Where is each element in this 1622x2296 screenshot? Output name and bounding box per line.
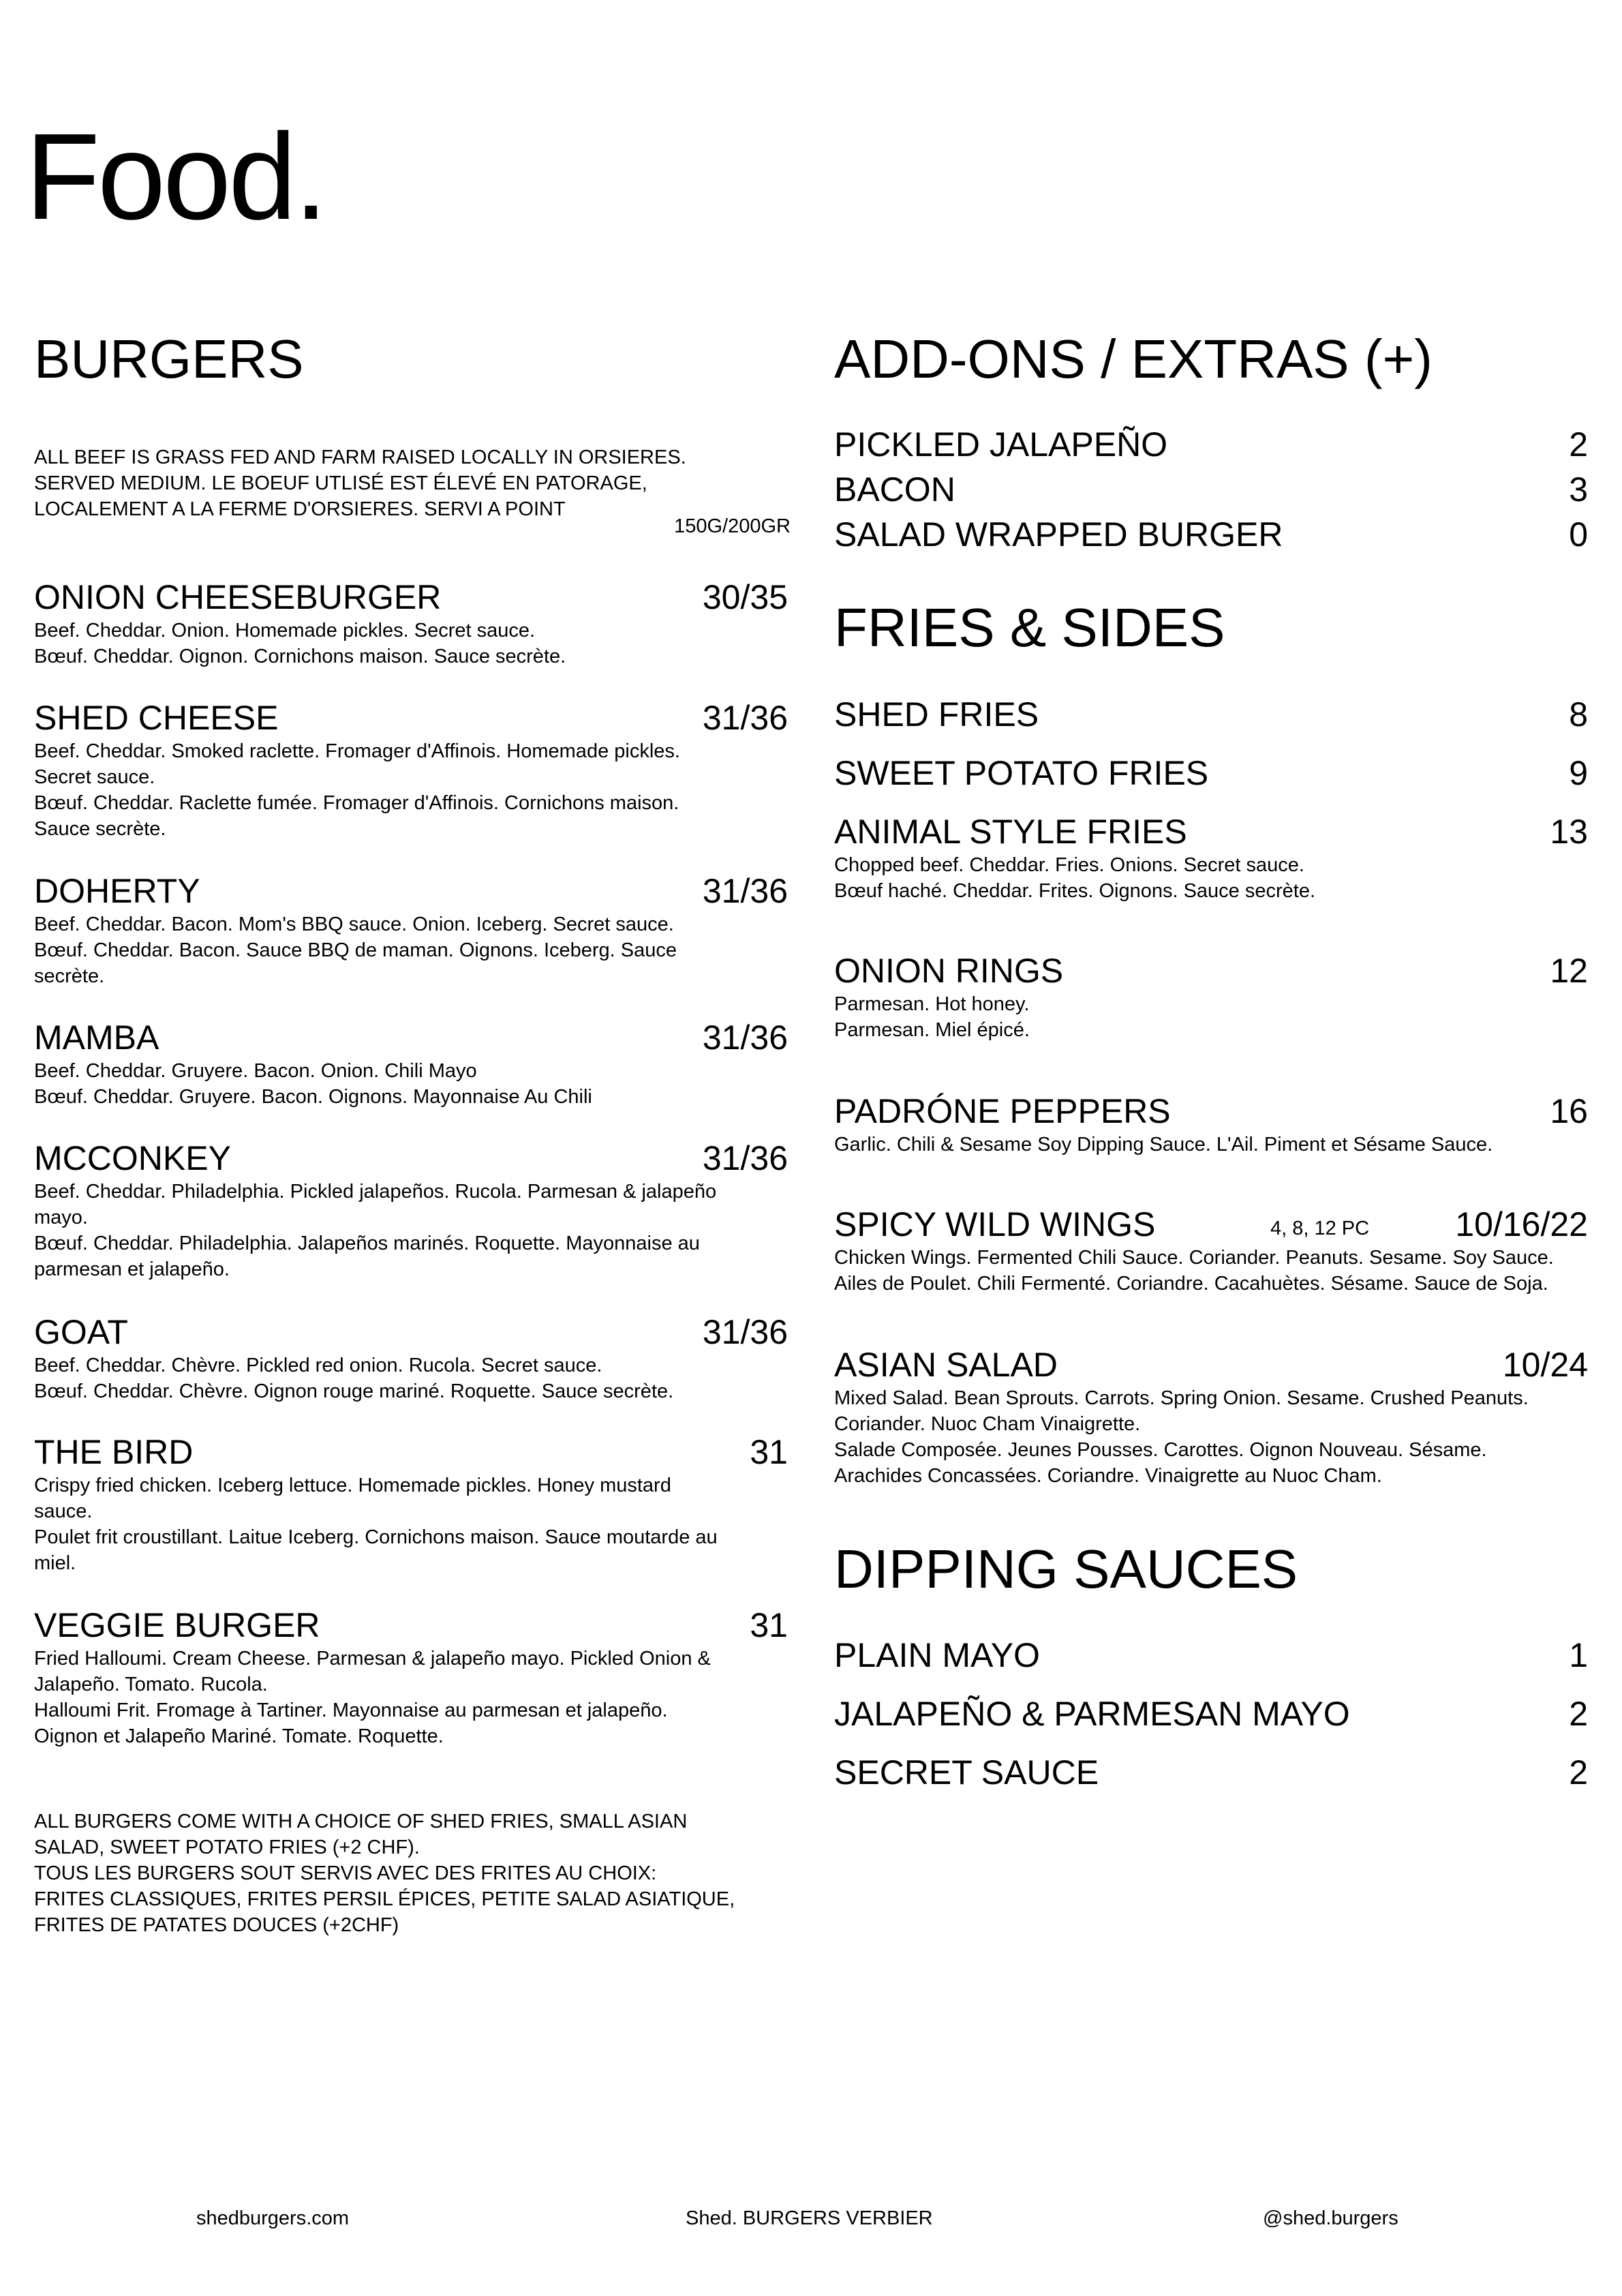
item-description <box>834 852 1588 904</box>
note-line: FRITES DE PATATES DOUCES (+2CHF) <box>34 1914 399 1936</box>
burgers-note <box>34 1809 788 1938</box>
item-price: 2 <box>1569 1695 1588 1733</box>
item-name: ASIAN SALAD <box>834 1346 1058 1384</box>
desc-line: Parmesan. Hot honey. <box>834 993 1030 1015</box>
menu-item <box>34 1605 788 1749</box>
menu-item <box>834 1204 1588 1297</box>
item-description <box>34 1472 788 1576</box>
item-description <box>834 991 1588 1043</box>
item-name: SPICY WILD WINGS <box>834 1205 1156 1243</box>
item-description <box>34 911 788 989</box>
item-price: 31/36 <box>702 872 788 910</box>
page-title: Food. <box>25 108 326 245</box>
item-description <box>34 1646 788 1749</box>
desc-line: Beef. Cheddar. Bacon. Mom's BBQ sauce. Onion. Iceberg. Secret sauce. <box>34 913 674 935</box>
burgers-intro <box>34 444 788 522</box>
item-name: PICKLED JALAPEÑO <box>834 425 1168 464</box>
item-price: 10/24 <box>1502 1346 1588 1384</box>
menu-item <box>34 1312 788 1404</box>
desc-line: mayo. <box>34 1207 88 1228</box>
footer-social[interactable]: @shed.burgers <box>1263 2207 1398 2229</box>
item-description <box>834 1245 1588 1297</box>
item-name: PLAIN MAYO <box>834 1636 1040 1674</box>
desc-line: Garlic. Chili & Sesame Soy Dipping Sauce. L'Ail. Piment et Sésame Sauce. <box>834 1134 1493 1155</box>
portion-size: 150G/200GR <box>674 515 791 537</box>
menu-item <box>834 694 1588 735</box>
item-name: SECRET SAUCE <box>834 1753 1099 1792</box>
item-description <box>34 1058 788 1110</box>
menu-item <box>34 1017 788 1110</box>
menu-item <box>834 753 1588 794</box>
menu-item <box>34 871 788 989</box>
list-item <box>834 1635 1588 1693</box>
item-price: 31 <box>750 1433 788 1471</box>
list-item <box>834 424 1588 469</box>
intro-line: SERVED MEDIUM. LE BOEUF UTLISÉ EST ÉLEVÉ EN PATORAGE, <box>34 472 647 494</box>
item-name: ANIMAL STYLE FRIES <box>834 813 1187 851</box>
list-item <box>834 1752 1588 1811</box>
item-description <box>34 738 788 842</box>
menu-item <box>34 1432 788 1576</box>
item-name: GOAT <box>34 1313 128 1351</box>
desc-line: Salade Composée. Jeunes Pousses. Carottes. Oignon Nouveau. Sésame. <box>834 1439 1487 1461</box>
item-portions: 4, 8, 12 PC <box>1270 1218 1370 1239</box>
note-line: ALL BURGERS COME WITH A CHOICE OF SHED FRIES, SMALL ASIAN <box>34 1811 688 1832</box>
desc-line: Beef. Cheddar. Chèvre. Pickled red onion. Rucola. Secret sauce. <box>34 1355 602 1376</box>
desc-line: Sauce secrète. <box>34 818 166 840</box>
desc-line: Ailes de Poulet. Chili Fermenté. Coriandre. Cacahuètes. Sésame. Sauce de Soja. <box>834 1273 1548 1295</box>
menu-item <box>834 1091 1588 1158</box>
desc-line: Bœuf haché. Cheddar. Frites. Oignons. Sauce secrète. <box>834 880 1316 902</box>
item-name: JALAPEÑO & PARMESAN MAYO <box>834 1695 1350 1733</box>
item-name: DOHERTY <box>34 872 200 910</box>
menu-item <box>34 577 788 669</box>
desc-line: Crispy fried chicken. Iceberg lettuce. Homemade pickles. Honey mustard <box>34 1475 671 1496</box>
desc-line: Bœuf. Cheddar. Raclette fumée. Fromager d'Affinois. Cornichons maison. <box>34 792 679 814</box>
item-description <box>834 1132 1588 1158</box>
desc-line: Chopped beef. Cheddar. Fries. Onions. Secret sauce. <box>834 854 1304 876</box>
desc-line: Beef. Cheddar. Philadelphia. Pickled jalapeños. Rucola. Parmesan & jalapeño <box>34 1181 717 1203</box>
item-name: SHED CHEESE <box>34 699 279 737</box>
fries-title: FRIES & SIDES <box>834 597 1225 658</box>
note-line: FRITES CLASSIQUES, FRITES PERSIL ÉPICES, PETITE SALAD ASIATIQUE, <box>34 1888 735 1910</box>
desc-line: Fried Halloumi. Cream Cheese. Parmesan & jalapeño mayo. Pickled Onion & <box>34 1648 711 1670</box>
item-description <box>34 618 788 669</box>
burgers-title: BURGERS <box>34 329 304 389</box>
item-price: 31 <box>750 1606 788 1644</box>
note-line: TOUS LES BURGERS SOUT SERVIS AVEC DES FRITES AU CHOIX: <box>34 1862 657 1884</box>
desc-line: Bœuf. Cheddar. Chèvre. Oignon rouge mariné. Roquette. Sauce secrète. <box>34 1380 674 1402</box>
desc-line: Halloumi Frit. Fromage à Tartiner. Mayonnaise au parmesan et jalapeño. <box>34 1700 668 1721</box>
desc-line: Beef. Cheddar. Onion. Homemade pickles. Secret sauce. <box>34 620 536 641</box>
item-price: 16 <box>1550 1092 1588 1130</box>
sauces-title: DIPPING SAUCES <box>834 1539 1298 1599</box>
item-price: 31/36 <box>702 699 788 737</box>
item-price: 31/36 <box>702 1018 788 1057</box>
item-name: MAMBA <box>34 1018 159 1057</box>
menu-item <box>834 811 1588 904</box>
list-item <box>834 514 1588 559</box>
intro-line: LOCALEMENT A LA FERME D'ORSIERES. SERVI A POINT <box>34 498 566 520</box>
item-price: 1 <box>1569 1636 1588 1674</box>
intro-line: ALL BEEF IS GRASS FED AND FARM RAISED LOCALLY IN ORSIERES. <box>34 447 686 468</box>
desc-line: Oignon et Jalapeño Mariné. Tomate. Roquette. <box>34 1725 444 1747</box>
desc-line: Arachides Concassées. Coriandre. Vinaigrette au Nuoc Cham. <box>834 1465 1382 1487</box>
addons-list <box>834 424 1588 559</box>
item-name: BACON <box>834 470 955 509</box>
list-item <box>834 469 1588 514</box>
desc-line: Jalapeño. Tomato. Rucola. <box>34 1674 268 1695</box>
desc-line: Poulet frit croustillant. Laitue Iceberg. Cornichons maison. Sauce moutarde au <box>34 1526 718 1548</box>
item-name: SALAD WRAPPED BURGER <box>834 515 1283 554</box>
item-price: 0 <box>1569 515 1588 554</box>
menu-item <box>34 697 788 842</box>
item-name: SWEET POTATO FRIES <box>834 754 1209 792</box>
menu-item <box>34 1138 788 1282</box>
sauces-list <box>834 1635 1588 1811</box>
footer-website[interactable]: shedburgers.com <box>196 2207 350 2229</box>
desc-line: Bœuf. Cheddar. Philadelphia. Jalapeños marinés. Roquette. Mayonnaise au <box>34 1233 700 1254</box>
item-description <box>34 1353 788 1404</box>
item-description <box>834 1385 1588 1489</box>
item-price: 31/36 <box>702 1313 788 1351</box>
footer-brand: Shed. BURGERS VERBIER <box>686 2207 933 2229</box>
menu-item <box>834 950 1588 1043</box>
desc-line: Bœuf. Cheddar. Oignon. Cornichons maison. Sauce secrète. <box>34 646 566 667</box>
note-line: SALAD, SWEET POTATO FRIES (+2 CHF). <box>34 1837 420 1858</box>
desc-line: Bœuf. Cheddar. Bacon. Sauce BBQ de maman. Oignons. Iceberg. Sauce <box>34 939 677 961</box>
desc-line: Chicken Wings. Fermented Chili Sauce. Coriander. Peanuts. Sesame. Soy Sauce. <box>834 1247 1554 1269</box>
desc-line: Secret sauce. <box>34 766 155 788</box>
item-price: 12 <box>1550 952 1588 990</box>
desc-line: Beef. Cheddar. Gruyere. Bacon. Onion. Chili Mayo <box>34 1060 477 1082</box>
item-name: ONION CHEESEBURGER <box>34 578 442 616</box>
addons-title: ADD-ONS / EXTRAS (+) <box>834 329 1433 389</box>
item-name: SHED FRIES <box>834 695 1039 734</box>
desc-line: miel. <box>34 1552 76 1574</box>
desc-line: parmesan et jalapeño. <box>34 1258 230 1280</box>
desc-line: Beef. Cheddar. Smoked raclette. Fromager d'Affinois. Homemade pickles. <box>34 740 680 762</box>
item-price: 8 <box>1569 695 1588 734</box>
desc-line: sauce. <box>34 1500 93 1522</box>
item-name: PADRÓNE PEPPERS <box>834 1092 1171 1130</box>
item-price: 31/36 <box>702 1139 788 1177</box>
item-description <box>34 1179 788 1282</box>
desc-line: Parmesan. Miel épicé. <box>834 1019 1030 1041</box>
list-item <box>834 1693 1588 1752</box>
desc-line: Bœuf. Cheddar. Gruyere. Bacon. Oignons. Mayonnaise Au Chili <box>34 1086 592 1108</box>
item-price: 9 <box>1569 754 1588 792</box>
item-name: ONION RINGS <box>834 952 1064 990</box>
item-price: 10/16/22 <box>1455 1205 1588 1243</box>
item-name: MCCONKEY <box>34 1139 231 1177</box>
item-price: 13 <box>1550 813 1588 851</box>
desc-line: secrète. <box>34 965 105 987</box>
item-price: 2 <box>1569 425 1588 464</box>
desc-line: Coriander. Nuoc Cham Vinaigrette. <box>834 1413 1141 1435</box>
item-price: 2 <box>1569 1753 1588 1792</box>
item-name: VEGGIE BURGER <box>34 1606 320 1644</box>
item-price: 3 <box>1569 470 1588 509</box>
item-name: THE BIRD <box>34 1433 194 1471</box>
item-price: 30/35 <box>702 578 788 616</box>
desc-line: Mixed Salad. Bean Sprouts. Carrots. Spring Onion. Sesame. Crushed Peanuts. <box>834 1387 1529 1409</box>
menu-item <box>834 1344 1588 1489</box>
